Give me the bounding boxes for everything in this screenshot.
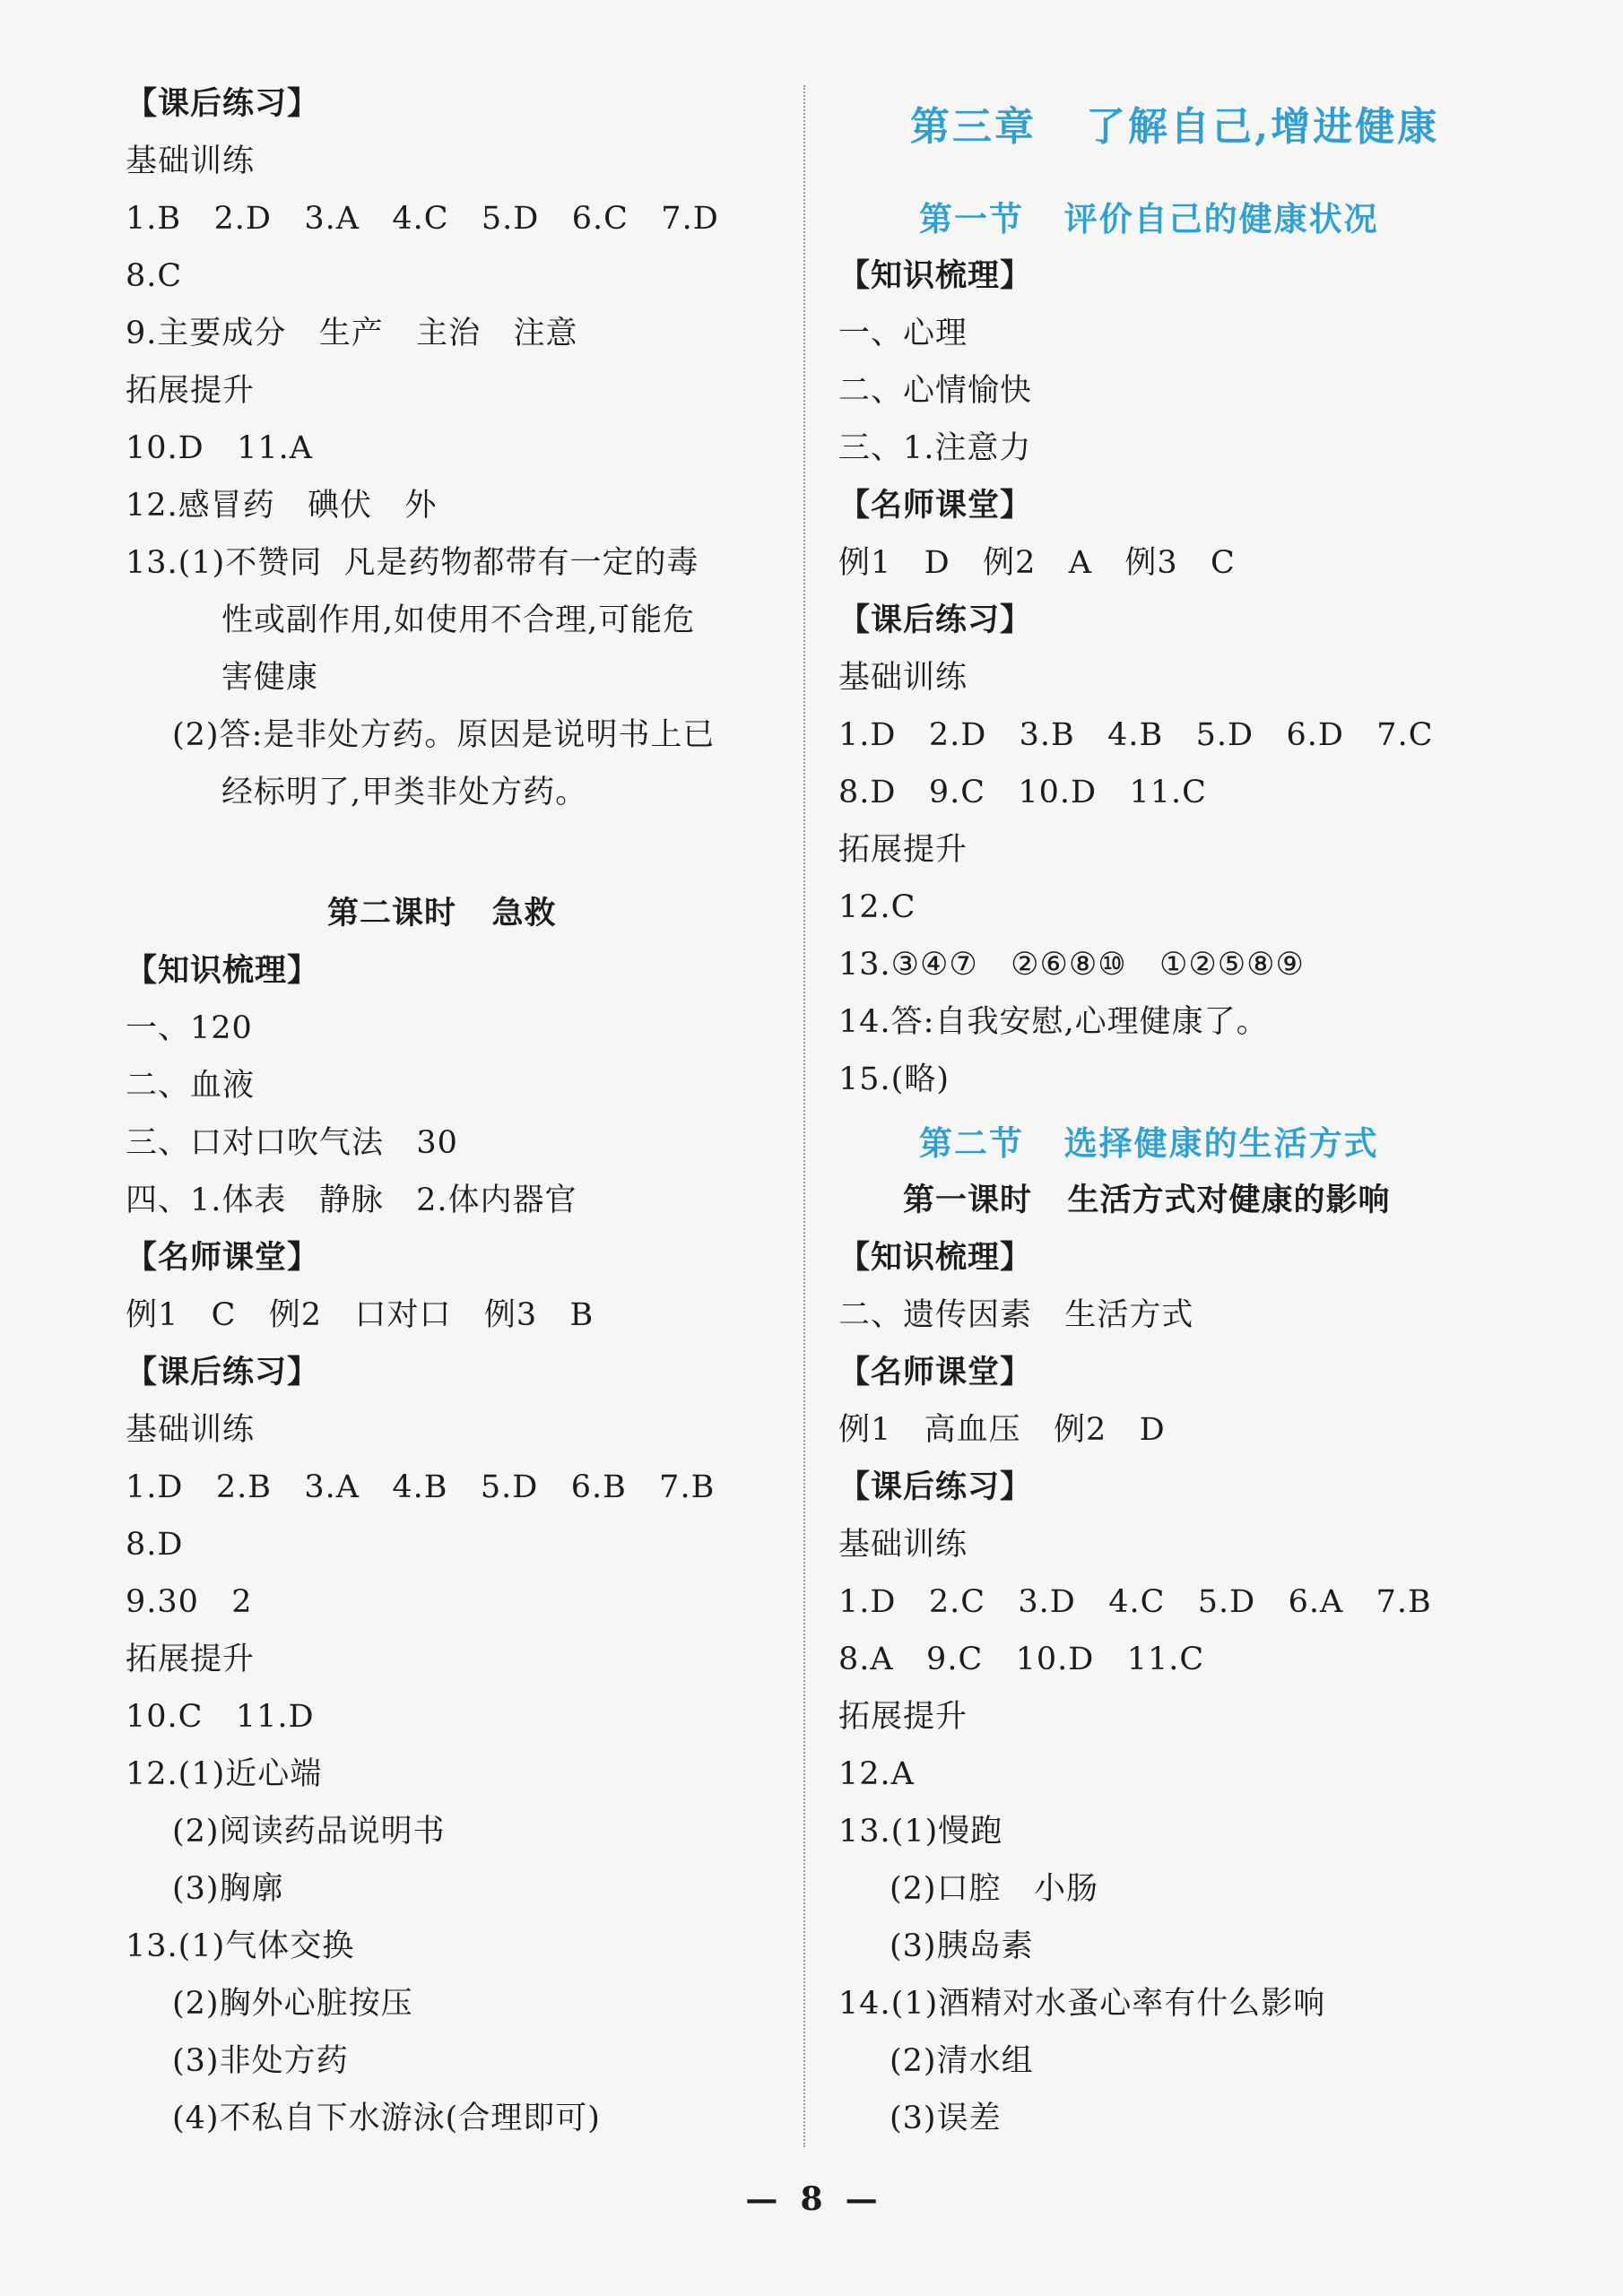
answer-line: 8.D 9.C 10.D 11.C (838, 775, 1207, 810)
answer-line: (3)胰岛素 (890, 1928, 1034, 1964)
answer-line: 害健康 (221, 660, 319, 696)
answer-line: (2)阅读药品说明书 (172, 1814, 446, 1850)
answer-line: (2)胸外心脏按压 (172, 1986, 413, 2022)
answer-line: 12.(1)近心端 (126, 1756, 323, 1792)
answer-line: 1.D 2.C 3.D 4.C 5.D 6.A 7.B (838, 1584, 1432, 1620)
section-label: 【课后练习】 (838, 602, 1033, 638)
answer-line: 一、心理 (838, 316, 968, 351)
section-label: 【名师课堂】 (126, 1239, 320, 1276)
answer-line: 1.D 2.B 3.A 4.B 5.D 6.B 7.B (126, 1469, 716, 1505)
answer-line: 性或副作用,如使用不合理,可能危 (221, 602, 696, 638)
section-label: 【知识梳理】 (838, 1239, 1033, 1276)
subheading: 拓展提升 (838, 1699, 968, 1735)
section-title: 第一节 评价自己的健康状况 (919, 199, 1379, 238)
answer-line: (2)答:是非处方药。原因是说明书上已 (172, 717, 716, 753)
answer-line: (3)误差 (890, 2101, 1002, 2136)
answer-line: (2)清水组 (890, 2043, 1034, 2079)
answer-line: 三、1.注意力 (838, 430, 1032, 466)
answer-line: 10.C 11.D (126, 1699, 315, 1735)
answer-line: (3)胸廓 (172, 1871, 284, 1907)
page-number: — 8 — (745, 2180, 878, 2218)
section-label: 【课后练习】 (838, 1469, 1033, 1505)
answer-line: 13.(1)气体交换 (126, 1928, 355, 1964)
section-label: 【名师课堂】 (838, 487, 1033, 524)
answer-line: 三、口对口吹气法 30 (126, 1125, 458, 1161)
answer-line: 9.主要成分 生产 主治 注意 (126, 316, 578, 351)
answer-line: 一、120 (126, 1010, 253, 1046)
section-label: 【知识梳理】 (126, 952, 320, 989)
section-label: 【知识梳理】 (838, 257, 1033, 294)
answer-line: 经标明了,甲类非处方药。 (221, 775, 588, 810)
answer-line: 12.C (838, 889, 916, 925)
answer-line: (3)非处方药 (172, 2043, 349, 2079)
answer-line: 13.(1)不赞同 凡是药物都带有一定的毒 (126, 545, 699, 581)
answer-line: 8.C (126, 258, 183, 294)
answer-line: 13.③④⑦ ②⑥⑧⑩ ①②⑤⑧⑨ (838, 947, 1305, 983)
section-title: 第二节 选择健康的生活方式 (919, 1123, 1379, 1163)
answer-line: 二、遗传因素 生活方式 (838, 1297, 1194, 1333)
section-label: 【课后练习】 (126, 85, 320, 122)
answer-line: 1.D 2.D 3.B 4.B 5.D 6.D 7.C (838, 717, 1434, 753)
answer-line: 二、血液 (126, 1068, 256, 1104)
answer-line: 例1 D 例2 A 例3 C (838, 545, 1236, 581)
answer-line: 12.A (838, 1756, 915, 1792)
answer-line: 例1 高血压 例2 D (838, 1412, 1166, 1448)
answer-line: 四、1.体表 静脉 2.体内器官 (126, 1183, 577, 1218)
answer-line: 14.(1)酒精对水蚤心率有什么影响 (838, 1986, 1326, 2022)
section-label: 【名师课堂】 (838, 1354, 1033, 1391)
answer-line: (4)不私自下水游泳(合理即可) (172, 2101, 601, 2136)
answer-line: 二、心情愉快 (838, 373, 1033, 409)
answer-line: 9.30 2 (126, 1584, 253, 1620)
answer-line: 13.(1)慢跑 (838, 1814, 1003, 1850)
answer-line: 15.(略) (838, 1061, 950, 1097)
answer-line: 14.答:自我安慰,心理健康了。 (838, 1004, 1269, 1040)
answer-line: 10.D 11.A (126, 430, 314, 466)
subheading: 基础训练 (838, 1527, 968, 1563)
lesson-title: 第二课时 急救 (327, 895, 557, 931)
answer-line: 1.B 2.D 3.A 4.C 5.D 6.C 7.D (126, 201, 719, 237)
chapter-title: 第三章 了解自己,增进健康 (910, 104, 1440, 150)
answer-line: 例1 C 例2 口对口 例3 B (126, 1297, 595, 1333)
subheading: 基础训练 (126, 143, 256, 179)
answer-line: 8.A 9.C 10.D 11.C (838, 1642, 1205, 1677)
subheading: 基础训练 (126, 1412, 256, 1448)
answer-line: (2)口腔 小肠 (890, 1871, 1098, 1907)
section-label: 【课后练习】 (126, 1354, 320, 1391)
subheading: 基础训练 (838, 660, 968, 696)
subheading: 拓展提升 (126, 1642, 256, 1677)
answer-line: 12.感冒药 碘伏 外 (126, 488, 438, 524)
answer-line: 8.D (126, 1527, 184, 1563)
subheading: 拓展提升 (126, 373, 256, 409)
column-divider (803, 85, 805, 2147)
subheading: 拓展提升 (838, 832, 968, 868)
lesson-title: 第一课时 生活方式对健康的影响 (903, 1182, 1391, 1218)
